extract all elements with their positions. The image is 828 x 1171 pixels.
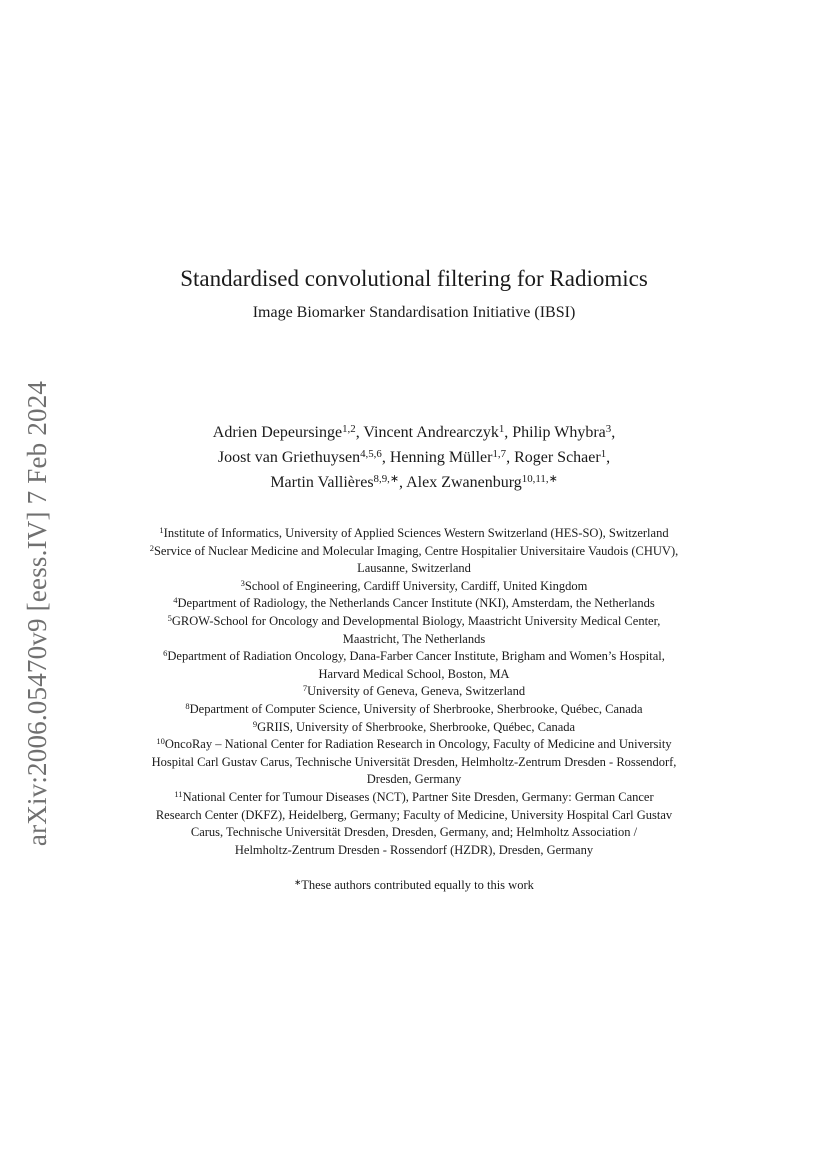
author-affiliation-marker: 1 bbox=[600, 448, 607, 461]
affiliation-text: GROW-School for Oncology and Developmental Biology, Maastricht University Medical Center, bbox=[171, 613, 661, 628]
affiliation-text: Research Center (DKFZ), Heidelberg, Germany; Faculty of Medicine, University Hospital Carl Gustav bbox=[155, 807, 673, 822]
affiliation-line bbox=[0, 824, 828, 842]
author-name: Alex Zwanenburg bbox=[406, 474, 522, 491]
affiliation-line bbox=[0, 648, 828, 666]
author-separator: , bbox=[504, 424, 513, 441]
affiliation-line bbox=[0, 701, 828, 719]
author-list bbox=[0, 420, 828, 495]
author-separator: , bbox=[398, 474, 407, 491]
author-line-3 bbox=[0, 470, 828, 495]
affiliation-number: 8 bbox=[185, 701, 190, 712]
affiliation-text: National Center for Tumour Diseases (NCT), Partner Site Dresden, Germany: German Cancer bbox=[182, 789, 654, 804]
affiliation-text: Lausanne, Switzerland bbox=[357, 561, 471, 576]
author-affiliation-marker: 1 bbox=[498, 423, 505, 436]
author-separator: , bbox=[506, 449, 515, 466]
author-separator: , bbox=[355, 424, 364, 441]
affiliation-line bbox=[0, 525, 828, 543]
affiliation-line bbox=[0, 595, 828, 613]
affiliation-line bbox=[0, 631, 828, 649]
equal-contribution-note bbox=[0, 878, 828, 893]
affiliation-number: 9 bbox=[252, 718, 258, 729]
affiliation-text: Service of Nuclear Medicine and Molecular Imaging, Centre Hospitalier Universitaire Vaudois (CHUV), bbox=[153, 543, 679, 558]
affiliation-text: OncoRay – National Center for Radiation Research in Oncology, Faculty of Medicine and University bbox=[164, 737, 672, 752]
affiliation-number: 1 bbox=[159, 525, 164, 536]
arxiv-identifier: arXiv:2006.05470v9 [eess.IV] 7 Feb 2024 bbox=[22, 380, 53, 846]
author-name: Roger Schaer bbox=[514, 449, 601, 466]
affiliation-number: 6 bbox=[163, 648, 168, 659]
affiliation-number: 7 bbox=[302, 683, 308, 694]
affiliation-line bbox=[0, 666, 828, 684]
author-separator: , bbox=[606, 449, 611, 466]
author-affiliation-marker: 8,9,∗ bbox=[373, 473, 399, 486]
affiliation-list bbox=[0, 525, 828, 859]
author-line-2 bbox=[0, 445, 828, 470]
author-affiliation-marker: 3 bbox=[605, 423, 612, 436]
affiliation-number: 4 bbox=[173, 595, 178, 606]
affiliation-line bbox=[0, 754, 828, 772]
affiliation-line bbox=[0, 719, 828, 737]
affiliation-text: Harvard Medical School, Boston, MA bbox=[318, 666, 510, 681]
affiliation-number: 5 bbox=[167, 613, 172, 624]
note-marker: ∗ bbox=[294, 877, 302, 888]
paper-subtitle: Image Biomarker Standardisation Initiative (IBSI) bbox=[252, 304, 576, 321]
author-name: Adrien Depeursinge bbox=[212, 424, 343, 441]
author-name: Vincent Andrearczyk bbox=[363, 424, 499, 441]
affiliation-text: Maastricht, The Netherlands bbox=[342, 631, 486, 646]
affiliation-text: Carus, Technische Universität Dresden, Dresden, Germany, and; Helmholtz Association / bbox=[190, 825, 638, 840]
affiliation-text: School of Engineering, Cardiff University, Cardiff, United Kingdom bbox=[244, 578, 588, 593]
affiliation-number: 2 bbox=[149, 542, 154, 553]
affiliation-number: 10 bbox=[156, 736, 165, 747]
author-line-1 bbox=[0, 420, 828, 445]
author-separator: , bbox=[381, 449, 390, 466]
author-name: Martin Vallières bbox=[270, 474, 374, 491]
affiliation-line bbox=[0, 789, 828, 807]
affiliation-text: Dresden, Germany bbox=[366, 772, 462, 787]
author-affiliation-marker: 4,5,6 bbox=[360, 448, 382, 461]
affiliation-line bbox=[0, 807, 828, 825]
paper-title: Standardised convolutional filtering for Radiomics bbox=[180, 266, 648, 291]
author-affiliation-marker: 1,2 bbox=[342, 423, 356, 436]
affiliation-text: Helmholtz-Zentrum Dresden - Rossendorf (HZDR), Dresden, Germany bbox=[234, 842, 594, 857]
author-affiliation-marker: 10,11,∗ bbox=[521, 473, 558, 486]
affiliation-text: University of Geneva, Geneva, Switzerland bbox=[307, 684, 526, 699]
affiliation-number: 11 bbox=[174, 789, 183, 800]
affiliation-line bbox=[0, 683, 828, 701]
affiliation-line bbox=[0, 560, 828, 578]
affiliation-line bbox=[0, 842, 828, 860]
affiliation-text: Department of Radiology, the Netherlands Cancer Institute (NKI), Amsterdam, the Netherlands bbox=[177, 596, 655, 611]
note-text: These authors contributed equally to this work bbox=[301, 878, 534, 892]
affiliation-number: 3 bbox=[240, 577, 245, 588]
author-affiliation-marker: 1,7 bbox=[492, 448, 507, 461]
affiliation-line bbox=[0, 613, 828, 631]
affiliation-text: Department of Computer Science, University of Sherbrooke, Sherbrooke, Québec, Canada bbox=[189, 701, 643, 716]
affiliation-text: Hospital Carl Gustav Carus, Technische Universität Dresden, Helmholtz-Zentrum Dresden - Rossendorf, bbox=[151, 754, 677, 769]
affiliation-text: Department of Radiation Oncology, Dana-Farber Cancer Institute, Brigham and Women’s Hospital, bbox=[167, 649, 665, 664]
author-name: Joost van Griethuysen bbox=[217, 449, 361, 466]
author-separator: , bbox=[611, 424, 616, 441]
affiliation-line bbox=[0, 543, 828, 561]
affiliation-line bbox=[0, 578, 828, 596]
affiliation-text: Institute of Informatics, University of Applied Sciences Western Switzerland (HES-SO), Switzerland bbox=[163, 526, 669, 540]
author-name: Philip Whybra bbox=[512, 424, 606, 441]
author-name: Henning Müller bbox=[389, 449, 493, 466]
affiliation-text: GRIIS, University of Sherbrooke, Sherbrooke, Québec, Canada bbox=[257, 719, 576, 734]
affiliation-line bbox=[0, 736, 828, 754]
affiliation-line bbox=[0, 771, 828, 789]
